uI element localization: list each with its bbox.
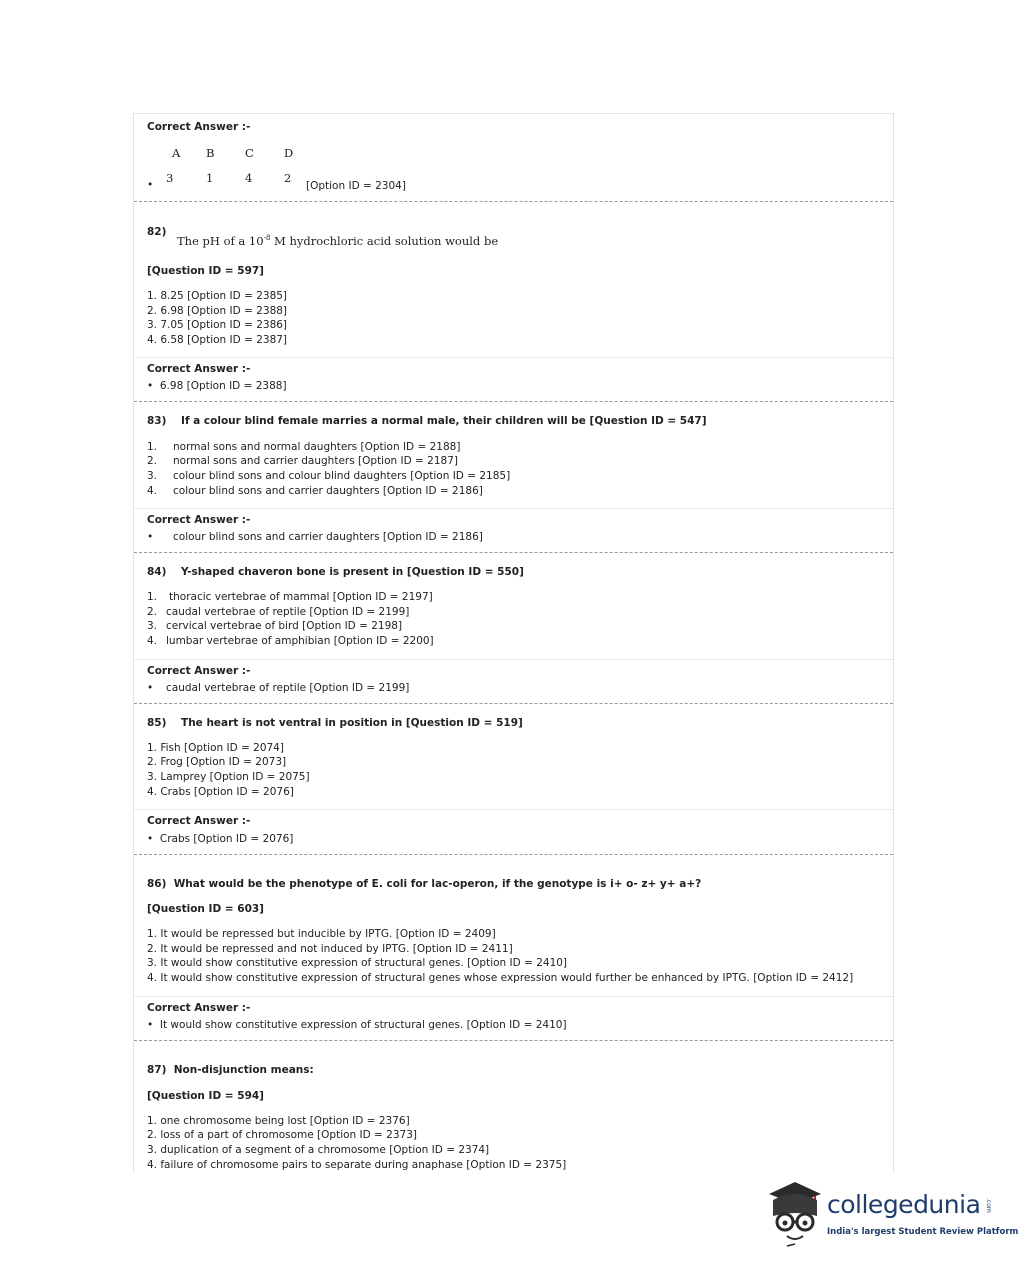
q83-answer-label: Correct Answer :- — [147, 514, 251, 526]
q86-question-id: [Question ID = 603] — [147, 903, 264, 915]
q84-answer: • caudal vertebrae of reptile [Option ID = 2199] — [147, 682, 410, 694]
q84-option-4: 4. lumbar vertebrae of amphibian [Option ID = 2200] — [147, 635, 434, 647]
divider — [134, 854, 893, 855]
q87-question-id: [Question ID = 594] — [147, 1090, 264, 1102]
q83-option-2: 2. normal sons and carrier daughters [Option ID = 2187] — [147, 455, 458, 467]
q82-option-4: 4. 6.58 [Option ID = 2387] — [147, 334, 288, 346]
q81-header-c: C — [245, 146, 254, 160]
q81-value-a: 3 — [166, 171, 174, 185]
q82-question-text: The pH of a $10^{-8}$ M hydrochloric acid solution would be — [177, 234, 499, 248]
divider — [134, 357, 893, 358]
q85-option-2: 2. Frog [Option ID = 2073] — [147, 756, 287, 768]
q86-option-4: 4. It would show constitutive expression of structural genes whose expression would further be enhanced by IPTG. [Option ID = 2412] — [147, 972, 854, 984]
divider — [134, 1040, 893, 1041]
q85-answer-label: Correct Answer :- — [147, 815, 251, 827]
q82-question-id: [Question ID = 597] — [147, 265, 264, 277]
q87-question-text: 87) Non-disjunction means: — [147, 1064, 314, 1076]
divider — [134, 401, 893, 402]
q87-option-2: 2. loss of a part of chromosome [Option ID = 2373] — [147, 1129, 417, 1141]
q85-answer: • Crabs [Option ID = 2076] — [147, 833, 294, 845]
question-paper — [133, 113, 894, 1172]
divider — [134, 201, 893, 202]
bullet-icon: • — [147, 179, 154, 191]
q82-option-2: 2. 6.98 [Option ID = 2388] — [147, 305, 288, 317]
q81-header-b: B — [206, 146, 215, 160]
q86-answer: • It would show constitutive expression of structural genes. [Option ID = 2410] — [147, 1019, 567, 1031]
q81-value-d: 2 — [284, 171, 292, 185]
q84-question-text: 84) Y-shaped chaveron bone is present in [Question ID = 550] — [147, 566, 524, 578]
divider — [134, 508, 893, 509]
q83-option-4: 4. colour blind sons and carrier daughters [Option ID = 2186] — [147, 485, 483, 497]
q82-answer: • 6.98 [Option ID = 2388] — [147, 380, 287, 392]
collegedunia-logo — [765, 1180, 1019, 1250]
q83-answer: • colour blind sons and carrier daughters [Option ID = 2186] — [147, 531, 483, 543]
q82-option-1: 1. 8.25 [Option ID = 2385] — [147, 290, 288, 302]
divider — [134, 659, 893, 660]
q81-answer-label: Correct Answer :- — [147, 121, 251, 133]
q84-answer-label: Correct Answer :- — [147, 665, 251, 677]
q87-option-3: 3. duplication of a segment of a chromosome [Option ID = 2374] — [147, 1144, 490, 1156]
q86-option-3: 3. It would show constitutive expression of structural genes. [Option ID = 2410] — [147, 957, 568, 969]
q81-value-b: 1 — [206, 171, 214, 185]
q85-question-text: 85) The heart is not ventral in position in [Question ID = 519] — [147, 717, 523, 729]
q83-option-1: 1. normal sons and normal daughters [Option ID = 2188] — [147, 441, 461, 453]
q86-answer-label: Correct Answer :- — [147, 1002, 251, 1014]
q81-header-d: D — [284, 146, 294, 160]
divider — [134, 996, 893, 997]
divider — [134, 703, 893, 704]
q85-option-3: 3. Lamprey [Option ID = 2075] — [147, 771, 310, 783]
q86-option-1: 1. It would be repressed but inducible by IPTG. [Option ID = 2409] — [147, 928, 496, 940]
q87-option-4: 4. failure of chromosome pairs to separate during anaphase [Option ID = 2375] — [147, 1159, 567, 1171]
q82-answer-label: Correct Answer :- — [147, 363, 251, 375]
q81-header-a: A — [172, 146, 181, 160]
q83-question-text: 83) If a colour blind female marries a normal male, their children will be [Question ID = 547] — [147, 415, 707, 427]
q82-number: 82) — [147, 226, 167, 238]
mascot-icon — [765, 1180, 827, 1250]
q82-option-3: 3. 7.05 [Option ID = 2386] — [147, 319, 288, 331]
divider — [134, 809, 893, 810]
q86-option-2: 2. It would be repressed and not induced by IPTG. [Option ID = 2411] — [147, 943, 513, 955]
q83-option-3: 3. colour blind sons and colour blind daughters [Option ID = 2185] — [147, 470, 511, 482]
logo-com: .com — [985, 1198, 992, 1213]
logo-tagline: India's largest Student Review Platform — [827, 1227, 1019, 1237]
q87-option-1: 1. one chromosome being lost [Option ID = 2376] — [147, 1115, 410, 1127]
q81-value-c: 4 — [245, 171, 253, 185]
q84-option-3: 3. cervical vertebrae of bird [Option ID = 2198] — [147, 620, 403, 632]
q85-option-4: 4. Crabs [Option ID = 2076] — [147, 786, 294, 798]
logo-wordmark: collegedunia — [827, 1190, 981, 1219]
q81-option-id: [Option ID = 2304] — [306, 180, 406, 192]
q86-question-text: 86) What would be the phenotype of E. coli for lac-operon, if the genotype is i+ o- z+ y+ a+? — [147, 878, 702, 890]
divider — [134, 552, 893, 553]
q85-option-1: 1. Fish [Option ID = 2074] — [147, 742, 284, 754]
q84-option-2: 2. caudal vertebrae of reptile [Option ID = 2199] — [147, 606, 410, 618]
q84-option-1: 1. thoracic vertebrae of mammal [Option ID = 2197] — [147, 591, 433, 603]
